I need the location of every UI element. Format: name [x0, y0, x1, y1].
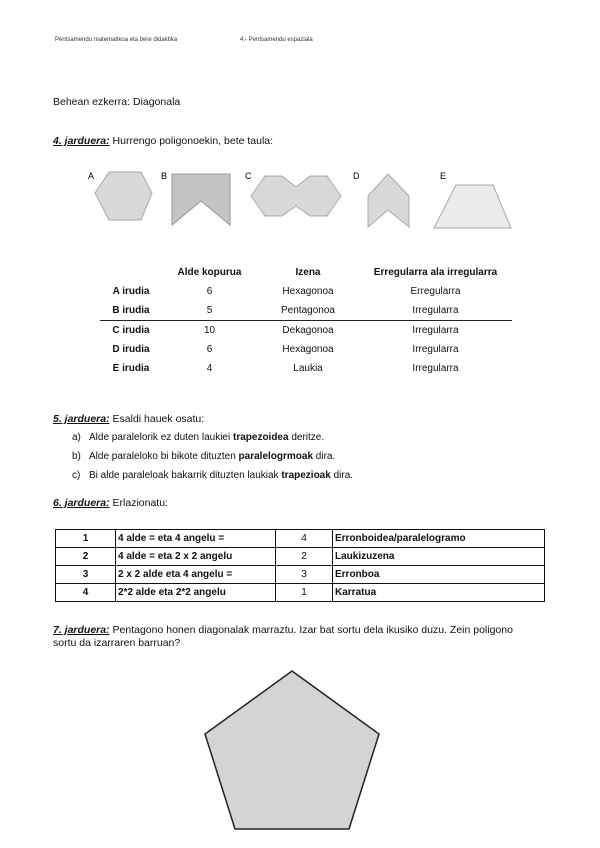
table-row — [100, 282, 512, 301]
item-answer: trapezoidea — [232, 432, 289, 443]
activity6-title: 6. jarduera: — [53, 497, 110, 509]
activity4-text: Hurrengo poligonoekin, bete taula: — [109, 135, 274, 147]
activity5-heading — [53, 413, 204, 425]
header-center: 4.- Pentsamendu espaziala — [240, 37, 313, 43]
list-item — [72, 451, 353, 470]
activity7-line1: Pentagono honen diagonalak marraztu. Izar bat sortu dela ikusiko duzu. Zein poligono — [109, 624, 513, 636]
row-regular: Irregularra — [412, 325, 459, 336]
row-sides: 6 — [206, 344, 213, 355]
row-regular: Irregularra — [412, 363, 459, 374]
decagon-c — [251, 176, 341, 216]
row-number: 3 — [56, 566, 116, 584]
table-row — [100, 301, 512, 321]
pentagon-figure — [195, 660, 395, 840]
item-pre: Alde paralelorik ez duten laukiei — [89, 432, 233, 443]
activity6-text: Erlazionatu: — [109, 497, 168, 509]
activity7-line2: sortu da izarraren barruan? — [53, 637, 181, 649]
intro-text: Behean ezkerra: Diagonala — [53, 96, 181, 108]
row-label: D irudia — [112, 344, 150, 355]
activity4-heading — [53, 135, 273, 147]
row-sides: 5 — [162, 301, 257, 321]
shape-label-b: B — [161, 171, 168, 181]
table-row — [56, 548, 545, 566]
item-answer: paralelogrmoak — [238, 451, 314, 462]
row-name: Dekagonoa — [282, 325, 334, 336]
item-post: dira. — [313, 451, 336, 462]
activity4-title: 4. jarduera: — [53, 135, 110, 147]
header-regular: Erregularra ala irregularra — [373, 266, 498, 278]
row-left: 4 alde = eta 2 x 2 angelu — [116, 548, 276, 566]
item-post: dira. — [330, 470, 354, 481]
sides-table-header — [100, 262, 512, 282]
row-left: 2*2 alde eta 2*2 angelu — [116, 584, 276, 602]
hexagon-d — [368, 174, 409, 227]
item-post: deritze. — [288, 432, 325, 443]
pentagon-shape — [205, 671, 379, 829]
row-regular: Irregularra — [359, 301, 512, 321]
table-row — [56, 584, 545, 602]
row-number: 2 — [56, 548, 116, 566]
header-empty — [100, 262, 162, 282]
row-label: A irudia — [112, 286, 150, 297]
row-name: Laukia — [293, 363, 323, 374]
table-row — [100, 340, 512, 359]
polygon-figure — [85, 168, 515, 238]
shape-label-e: E — [440, 171, 447, 181]
list-item — [72, 470, 353, 489]
row-left: 2 x 2 alde eta 4 angelu = — [116, 566, 276, 584]
row-label: E irudia — [112, 363, 150, 374]
item-letter: c) — [72, 470, 81, 481]
activity7-title: 7. jarduera: — [53, 624, 110, 636]
table-row — [100, 321, 512, 341]
header-left: Pentsamendu matematikoa eta bere didaktika — [55, 37, 178, 43]
activity6-heading — [53, 497, 168, 509]
item-pre: Alde paraleloko bi bikote dituzten — [89, 451, 239, 462]
sides-table — [100, 262, 512, 378]
row-match: 4 — [276, 530, 333, 548]
row-match: 3 — [276, 566, 333, 584]
trapezoid-e — [434, 185, 511, 228]
relation-table — [55, 529, 545, 602]
row-sides: 4 — [206, 363, 213, 374]
item-pre: Bi alde paraleloak bakarrik dituzten laukiak — [89, 470, 282, 481]
activity5-list — [72, 432, 353, 489]
shape-label-d: D — [353, 171, 360, 181]
table-row — [56, 566, 545, 584]
list-item — [72, 432, 353, 451]
activity7-heading — [53, 624, 553, 636]
row-match: 2 — [276, 548, 333, 566]
row-left: 4 alde = eta 4 angelu = — [116, 530, 276, 548]
item-letter: a) — [72, 432, 81, 443]
shape-label-c: C — [245, 171, 252, 181]
row-number: 4 — [56, 584, 116, 602]
row-right: Karratua — [333, 584, 545, 602]
row-name: Hexagonoa — [282, 286, 334, 297]
header-sides: Alde kopurua — [177, 266, 242, 278]
row-sides: 10 — [203, 325, 216, 336]
table-row — [100, 359, 512, 378]
row-name: Hexagonoa — [282, 344, 334, 355]
row-match: 1 — [276, 584, 333, 602]
row-right: Erronboa — [333, 566, 545, 584]
row-label: C irudia — [112, 325, 150, 336]
row-right: Laukizuzena — [333, 548, 545, 566]
item-letter: b) — [72, 451, 81, 462]
row-regular: Erregularra — [410, 286, 461, 297]
row-label: B irudia — [100, 301, 162, 321]
row-right: Erronboidea/paralelogramo — [333, 530, 545, 548]
header-name: Izena — [295, 266, 321, 278]
row-number: 1 — [56, 530, 116, 548]
pentagon-b — [172, 174, 230, 225]
row-regular: Irregularra — [412, 344, 459, 355]
item-answer: trapezioak — [281, 470, 331, 481]
row-name: Pentagonoa — [257, 301, 359, 321]
activity5-title: 5. jarduera: — [53, 413, 110, 425]
shape-label-a: A — [88, 171, 95, 181]
activity5-text: Esaldi hauek osatu: — [109, 413, 205, 425]
row-sides: 6 — [206, 286, 213, 297]
table-row — [56, 530, 545, 548]
hexagon-a — [95, 172, 152, 220]
